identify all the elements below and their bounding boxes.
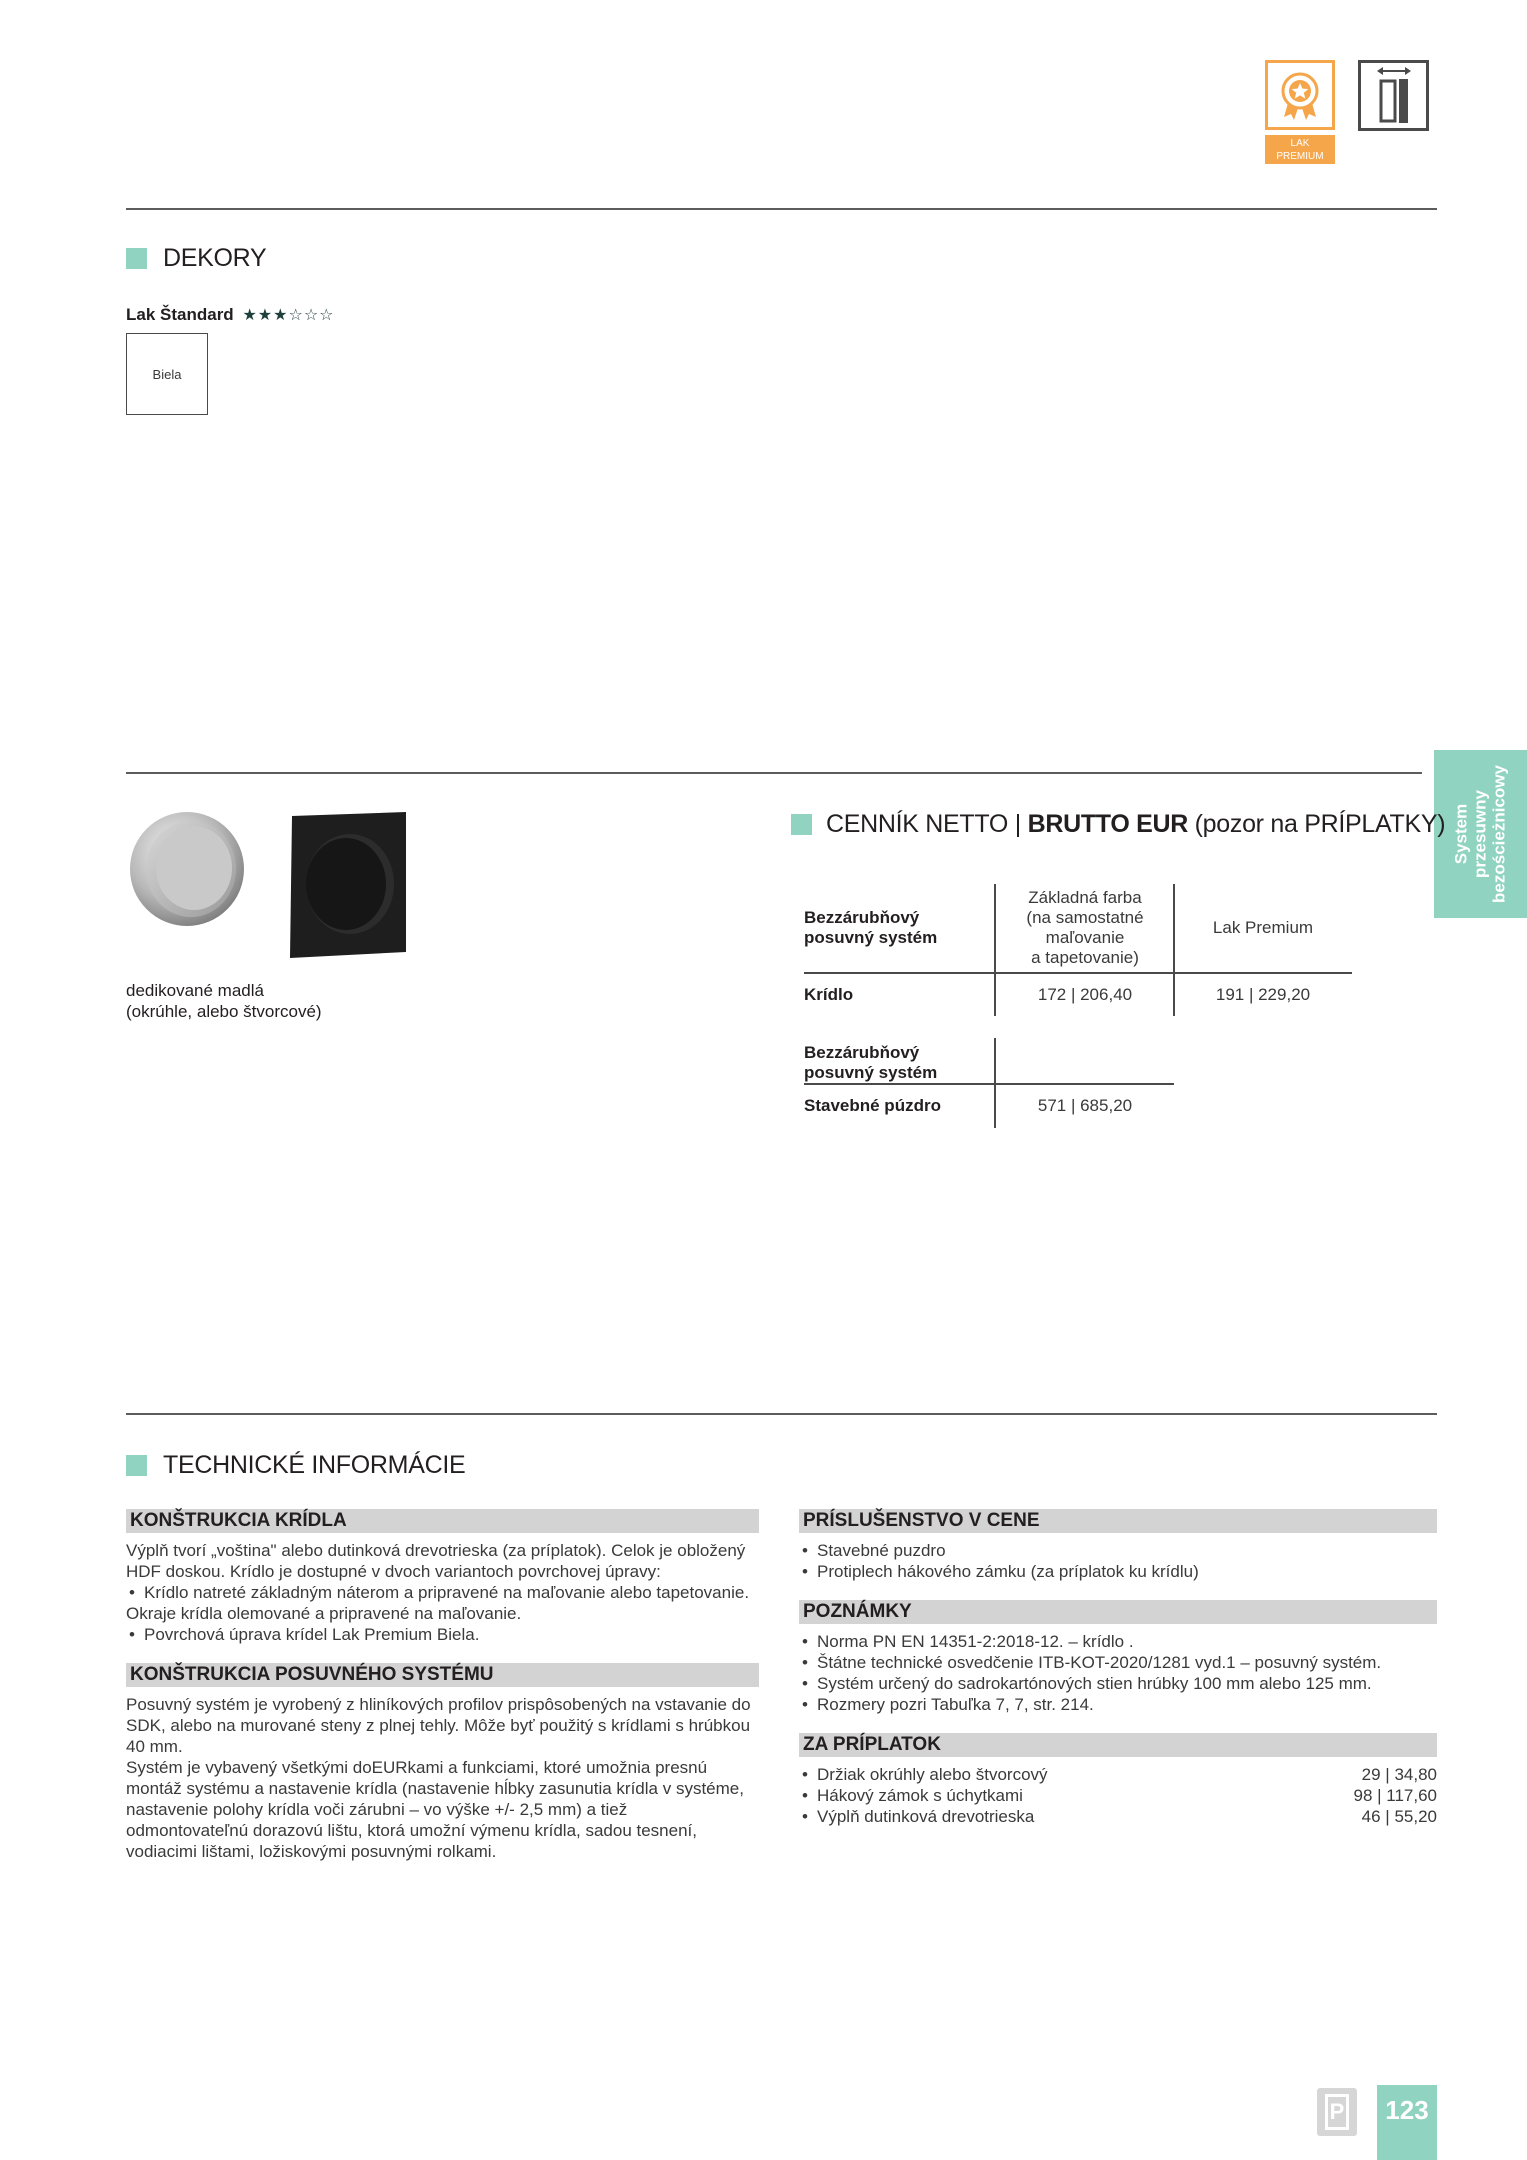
list-item: • Stavebné puzdro (799, 1540, 1437, 1561)
sliding-door-icon (1358, 60, 1429, 131)
priplatok-label: • Hákový zámok s úchytkami (817, 1786, 1023, 1805)
handles-caption (126, 980, 322, 1022)
handles-caption-line1: dedikované madlá (126, 981, 264, 1000)
list-item: • Štátne technické osvedčenie ITB-KOT-2020/1281 vyd.1 – posuvný systém. (799, 1652, 1437, 1673)
square-handle-image (284, 812, 409, 958)
list-item: • Rozmery pozri Tabuľka 7, 7, str. 214. (799, 1694, 1437, 1715)
prislusenstvo-title: PRÍSLUŠENSTVO V CENE (799, 1509, 1437, 1533)
priplatok-price: 46 | 55,20 (1361, 1807, 1437, 1826)
ks-p2: Systém je vybavený všetkými doEURkami a funkciami, ktoré umožnia presnú montáž systému a nastavenie krídla (nastavenie hĺbky zasunutia krídla v systéme, nastavenie polohy krídla voči zárubni – vo výške +/- 2,5 mm) a tiež odmontovateľnú dorazovú lištu, ktorá umožní výmenu krídla, sadou tesnení, vodiacimi lištami, ložiskovými posuvnými rolkami. (126, 1758, 744, 1861)
list-item (799, 1764, 1437, 1785)
lak-premium-badge (1265, 60, 1335, 164)
divider-middle (126, 772, 1422, 774)
page-number-box (1377, 2085, 1437, 2160)
brand-logo-icon (1317, 2088, 1357, 2136)
swatch-label: Biela (152, 367, 182, 382)
award-icon (1265, 60, 1335, 130)
dekory-heading: DEKORY (163, 244, 267, 272)
poznamky-list (799, 1631, 1437, 1715)
table1-vline1 (994, 884, 996, 1016)
priplatok-price: 29 | 34,80 (1361, 1765, 1437, 1784)
table1-row-header (804, 908, 937, 948)
section-marker (126, 1455, 147, 1476)
priplatok-list (799, 1764, 1437, 1827)
kk-b2: • Povrchová úprava krídel Lak Premium Biela. (126, 1624, 759, 1645)
swatch-biela (126, 333, 208, 415)
lak-label: Lak Štandard (126, 305, 234, 324)
pricing-heading-tail: (pozor na PRÍPLATKY) (1188, 810, 1446, 838)
pricing-heading-bold: BRUTTO EUR (1027, 810, 1188, 838)
page-number: 123 (1385, 2095, 1429, 2125)
priplatok-label: • Držiak okrúhly alebo štvorcový (817, 1765, 1048, 1784)
table1-row-label: Krídlo (804, 985, 854, 1004)
table2-hline (804, 1083, 1174, 1085)
table2-row-header-line1: Bezzárubňový (804, 1043, 920, 1062)
list-item: • Protiplech hákového zámku (za príplatok ku krídlu) (799, 1561, 1437, 1582)
kk-b1: • Krídlo natreté základným náterom a pripravené na maľovanie alebo tapetovanie. (126, 1582, 759, 1603)
rating-stars: ★★★☆☆☆ (242, 307, 335, 324)
section-marker (126, 248, 147, 269)
table1-val2: 191 | 229,20 (1215, 985, 1311, 1004)
table1-col1-header: Základná farba (na samostatné maľovanie a tapetovanie) (1026, 888, 1144, 967)
priplatok-price: 98 | 117,60 (1353, 1786, 1437, 1805)
side-tab-line1: System (1451, 803, 1471, 865)
list-item: • Systém určený do sadrokartónových stien hrúbky 100 mm alebo 125 mm. (799, 1673, 1437, 1694)
priplatok-title: ZA PRÍPLATOK (799, 1733, 1437, 1757)
table1-hline (804, 972, 1352, 974)
table1-val1: 172 | 206,40 (1037, 985, 1133, 1004)
kk-p1: Výplň tvorí „voština" alebo dutinková drevotrieska (za príplatok). Celok je obložený HDF doskou. Krídlo je dostupné v dvoch variantoch povrchovej úpravy: (126, 1541, 746, 1581)
side-tab-line2: przesuwny (1470, 790, 1490, 878)
table1-col2-header: Lak Premium (1212, 918, 1314, 937)
table1-row-header-line1: Bezzárubňový (804, 908, 920, 927)
pricing-heading (826, 810, 1445, 839)
priplatok-label: • Výplň dutinková drevotrieska (817, 1807, 1035, 1826)
divider-top (126, 208, 1437, 210)
prislusenstvo-list (799, 1540, 1437, 1582)
logo-letter: P (1325, 2094, 1349, 2130)
lak-standard-row (126, 305, 335, 325)
ks-p1: Posuvný systém je vyrobený z hliníkových profilov prispôsobených na vstavanie do SDK, alebo na murované steny z plnej tehly. Môže byť použitý s krídlami s hrúbkou 40 mm. (126, 1695, 751, 1756)
side-tab-line3: bezościeżnicowy (1489, 765, 1509, 903)
table2-row-header (804, 1043, 937, 1083)
konstrukcia-systemu-body (126, 1694, 751, 1862)
poznamky-title: POZNÁMKY (799, 1600, 1437, 1624)
konstrukcia-systemu-title: KONŠTRUKCIA POSUVNÉHO SYSTÉMU (126, 1663, 759, 1687)
list-item: • Norma PN EN 14351-2:2018-12. – krídlo . (799, 1631, 1437, 1652)
table2-row-header-line2: posuvný systém (804, 1063, 938, 1082)
list-item (799, 1806, 1437, 1827)
handles-caption-line2: (okrúhle, alebo štvorcové) (126, 1002, 322, 1021)
tech-heading: TECHNICKÉ INFORMÁCIE (163, 1451, 466, 1479)
konstrukcia-kridla-body (126, 1540, 759, 1645)
konstrukcia-kridla-title: KONŠTRUKCIA KRÍDLA (126, 1509, 759, 1533)
section-marker (791, 814, 812, 835)
table2-val1: 571 | 685,20 (1037, 1096, 1133, 1115)
kk-p2: Okraje krídla olemované a pripravené na maľovanie. (126, 1604, 522, 1623)
badge-label-1: LAK (1290, 138, 1310, 149)
table1-row-header-line2: posuvný systém (804, 928, 938, 947)
table2-row-label: Stavebné púzdro (804, 1096, 941, 1115)
list-item (799, 1785, 1437, 1806)
round-handle-image (128, 810, 246, 928)
side-tab (1434, 750, 1527, 918)
pricing-heading-light: CENNÍK NETTO | (826, 810, 1028, 838)
divider-tech (126, 1413, 1437, 1415)
badge-label-2: PREMIUM (1276, 151, 1324, 162)
